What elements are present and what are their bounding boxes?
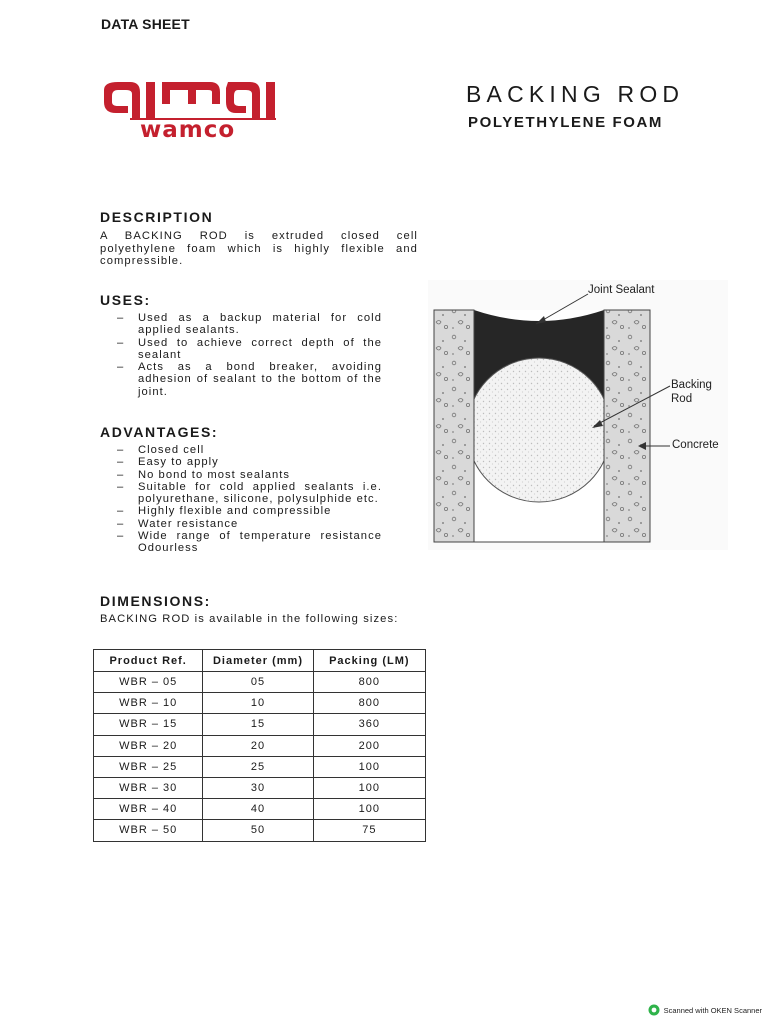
list-item: – Acts as a bond breaker, avoiding adhesion of sealant to the bottom of the joint. <box>117 361 382 398</box>
scanner-text: Scanned with OKEN Scanner <box>663 1005 762 1015</box>
table-row <box>94 799 426 820</box>
table-row <box>94 714 426 735</box>
column-header: Packing (LM) <box>313 650 425 672</box>
table-cell: 25 <box>203 756 313 777</box>
uses-heading: USES: <box>100 292 151 308</box>
advantages-list <box>100 444 382 555</box>
list-item: – Easy to apply <box>117 456 219 469</box>
concrete-label: Concrete <box>672 439 719 451</box>
table-header-row <box>94 650 426 672</box>
list-item: – Highly flexible and compressible <box>117 505 332 518</box>
table-cell: 100 <box>313 777 425 798</box>
wamco-arabic-logo-mark <box>100 80 278 120</box>
scanner-watermark <box>648 1004 762 1016</box>
backing-rod-label-line2: Rod <box>671 393 693 405</box>
diagram-illustration <box>428 280 728 550</box>
table-row <box>94 756 426 777</box>
dimensions-heading: DIMENSIONS: <box>100 593 211 609</box>
description-text: A BACKING ROD is extruded closed cell polyethylene foam which is highly flexible and compressible. <box>100 230 418 267</box>
table-cell: 100 <box>313 756 425 777</box>
list-item: – Suitable for cold applied sealants i.e. polyurethane, silicone, polysulphide etc. <box>117 480 382 506</box>
wamco-logo <box>100 80 278 143</box>
backing-rod-label-line1: Backing <box>671 379 712 391</box>
advantages-heading: ADVANTAGES: <box>100 424 219 440</box>
table-cell: 800 <box>313 693 425 714</box>
column-header: Diameter (mm) <box>203 650 313 672</box>
table-cell: WBR – 15 <box>94 714 203 735</box>
table-row <box>94 820 426 841</box>
list-item: – Closed cell <box>117 444 205 456</box>
table-cell: WBR – 25 <box>94 756 203 777</box>
product-title: BACKING ROD <box>466 81 685 107</box>
table-cell: 100 <box>313 799 425 820</box>
table-cell: WBR – 50 <box>94 820 203 841</box>
table-row <box>94 777 426 798</box>
table-cell: WBR – 10 <box>94 693 203 714</box>
list-item: – Used as a backup material for cold applied sealants. <box>117 312 382 337</box>
table-cell: 50 <box>203 820 313 841</box>
dimensions-table <box>93 649 426 842</box>
joint-sealant-label: Joint Sealant <box>588 284 655 296</box>
data-sheet-label: DATA SHEET <box>101 16 190 32</box>
table-cell: WBR – 05 <box>94 672 203 693</box>
description-heading: DESCRIPTION <box>100 209 214 225</box>
table-row <box>94 672 426 693</box>
joint-cross-section-diagram <box>428 280 728 550</box>
table-cell: 20 <box>203 735 313 756</box>
table-cell: 10 <box>203 693 313 714</box>
list-item: – No bond to most sealants <box>117 468 291 481</box>
table-cell: 360 <box>313 714 425 735</box>
table-cell: WBR – 30 <box>94 777 203 798</box>
table-row <box>94 735 426 756</box>
column-header: Product Ref. <box>94 650 203 672</box>
table-cell: WBR – 40 <box>94 799 203 820</box>
list-item: – Water resistance <box>117 517 239 530</box>
oken-scanner-icon <box>648 1004 660 1016</box>
table-cell: 75 <box>313 820 425 841</box>
table-row <box>94 693 426 714</box>
table-cell: 40 <box>203 799 313 820</box>
uses-list <box>100 312 382 398</box>
product-subtitle: POLYETHYLENE FOAM <box>468 114 663 131</box>
table-cell: 30 <box>203 777 313 798</box>
table-cell: WBR – 20 <box>94 735 203 756</box>
table-cell: 15 <box>203 714 313 735</box>
dimensions-text: BACKING ROD is available in the following sizes: <box>100 613 399 625</box>
table-cell: 05 <box>203 672 313 693</box>
table-cell: 200 <box>313 735 425 756</box>
wamco-wordmark: wamco <box>140 117 236 143</box>
list-item: – Used to achieve correct depth of the sealant <box>117 336 382 361</box>
table-cell: 800 <box>313 672 425 693</box>
list-item: – Wide range of temperature resistance Odourless <box>117 530 382 555</box>
